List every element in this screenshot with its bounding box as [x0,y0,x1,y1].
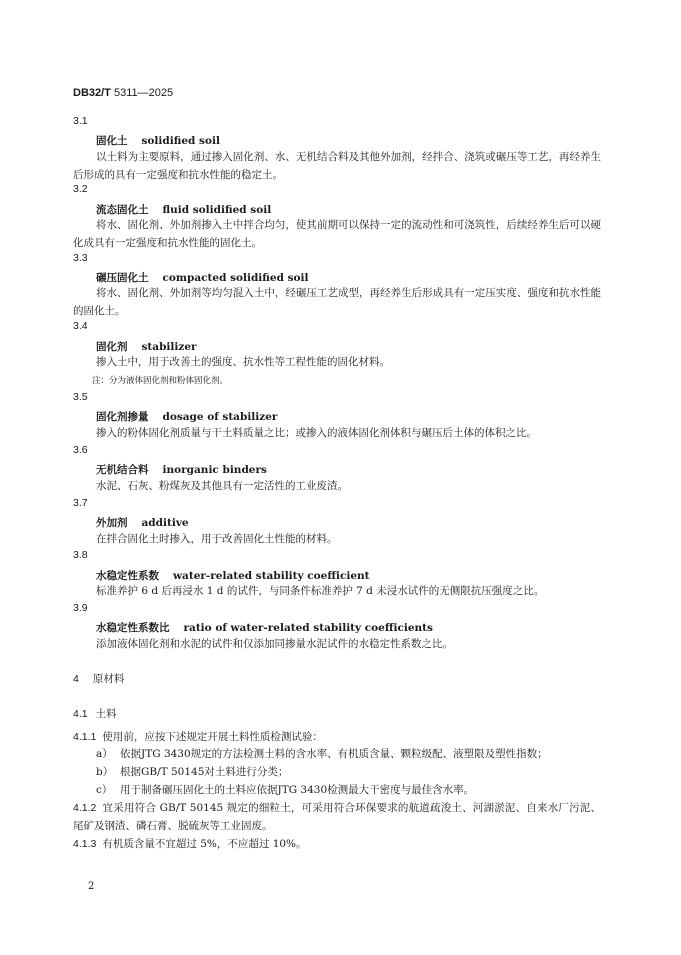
term-title [96,202,271,217]
term-en: water-related stability coefficient [173,570,370,582]
standard-number: 5311—2025 [113,87,174,99]
term-definition: 以土料为主要原料，通过掺入固化剂、水、无机结合料及其他外加剂，经拌合、浇筑或碾压等工艺，再经养生后形成的具有一定强度和抗水性能的稳定土。 [73,151,601,181]
term-cn: 固化土 [96,135,128,147]
clause-number: 4.1.2 [73,802,97,814]
list-label: c） [96,784,113,796]
list-item [96,746,548,761]
section-title: 原材料 [92,673,125,685]
term-number: 3.3 [73,252,88,264]
clause-number: 4.1.3 [73,838,97,850]
term-number: 3.2 [73,183,88,195]
clause-number: 4.1.1 [73,731,97,743]
term-cn: 水稳定性系数比 [96,622,170,634]
term-number: 3.9 [73,602,88,614]
list-item [96,782,474,797]
term-title [96,409,277,424]
term-en: dosage of stabilizer [162,411,278,423]
section-heading [73,671,124,686]
section-number: 4 [73,673,79,685]
term-number: 3.5 [73,391,88,403]
term-en: ratio of water-related stability coefficients [183,622,433,634]
list-text: 用于制备碾压固化土的土料应依据JTG 3430检测最大干密度与最佳含水率。 [120,784,475,796]
term-number: 3.6 [73,444,88,456]
term-cn: 流态固化土 [96,204,149,216]
term-title [96,339,197,354]
page-number: 2 [88,881,95,892]
clause [73,835,601,853]
term-note: 注：分为液体固化剂和粉体固化剂。 [92,376,229,386]
term-number: 3.1 [73,115,88,127]
term-en: additive [141,517,189,529]
term-en: solidified soil [141,135,220,147]
term-definition: 在拌合固化土时掺入，用于改善固化土性能的材料。 [96,533,338,545]
term-en: inorganic binders [162,464,267,476]
standard-code: DB32/T [73,87,111,99]
list-item [96,764,288,779]
term-title [96,462,267,477]
term-number: 3.4 [73,320,88,332]
clause-text: 宜采用符合 GB/T 50145 规定的细粒土，可采用符合环保要求的航道疏浚土、河湖淤泥、自来水厂污泥、尾矿及钢渣、磷石膏、脱硫灰等工业固废。 [73,802,601,832]
term-en: fluid solidified soil [162,204,272,216]
clause [73,728,601,746]
term-definition: 添加液体固化剂和水泥的试件和仅添加同掺量水泥试件的水稳定性系数之比。 [96,638,453,650]
list-text: 根据GB/T 50145对土料进行分类； [120,766,289,778]
term-cn: 水稳定性系数 [96,570,159,582]
clause-text: 有机质含量不宜超过 5%，不应超过 10%。 [102,838,307,850]
term-cn: 固化剂 [96,341,128,353]
clause-text: 使用前，应按下述规定开展土料性质检测试验： [102,731,323,743]
list-label: a） [96,748,113,760]
subsection-title: 土料 [95,708,117,720]
clause [73,799,601,835]
term-title [96,620,433,635]
term-title [96,133,220,148]
term-en: compacted solidified soil [162,272,309,284]
term-cn: 碾压固化土 [96,272,149,284]
term-cn: 固化剂掺量 [96,411,149,423]
term-cn: 外加剂 [96,517,128,529]
term-title [96,515,189,530]
term-title [96,568,370,583]
term-definition: 水泥、石灰、粉煤灰及其他具有一定活性的工业废渣。 [96,480,348,492]
term-definition: 掺入土中，用于改善土的强度、抗水性等工程性能的固化材料。 [96,356,390,368]
term-title [96,270,309,285]
term-cn: 无机结合料 [96,464,149,476]
document-header [73,87,173,99]
term-en: stabilizer [141,341,197,353]
subsection-heading [73,706,117,721]
term-definition: 将水、固化剂、外加剂等均匀混入土中，经碾压工艺成型，再经养生后形成具有一定压实度、强度和抗水性能的固化土。 [73,287,601,317]
term-number: 3.8 [73,549,88,561]
term-definition: 掺入的粉体固化剂质量与干土料质量之比；或掺入的液体固化剂体积与碾压后土体的体积之比。 [96,427,537,439]
term-number: 3.7 [73,497,88,509]
list-label: b） [96,766,114,778]
term-definition: 标准养护 6 d 后再浸水 1 d 的试件，与同条件标准养护 7 d 未浸水试件的无侧限抗压强度之比。 [96,585,545,597]
term-definition: 将水、固化剂、外加剂掺入土中拌合均匀，使其前期可以保持一定的流动性和可浇筑性，后续经养生后可以硬化成具有一定强度和抗水性能的固化土。 [73,219,601,249]
list-text: 依据JTG 3430规定的方法检测土料的含水率、有机质含量、颗粒级配、液塑限及塑性指数； [120,748,548,760]
subsection-number: 4.1 [73,708,88,720]
